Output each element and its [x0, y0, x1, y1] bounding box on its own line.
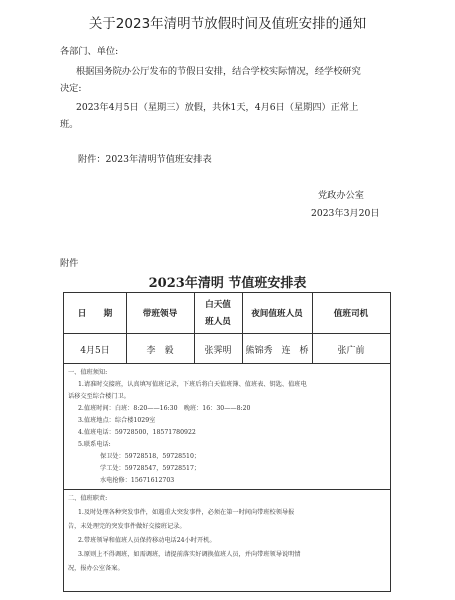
row-night-staff: 熊锦秀 连 桥: [245, 346, 309, 356]
header-night-staff: 夜间值班人员: [251, 309, 303, 319]
annex-title: 2023年清明 节值班安排表: [148, 276, 307, 291]
paragraph-1-line-1: 根据国务院办公厅发布的节假日安排，结合学校实际情况，经学校研究: [76, 66, 361, 77]
note-line: 二、值班职责:: [68, 495, 108, 502]
row-day-staff: 张霁明: [204, 346, 232, 356]
salutation: 各部门、单位:: [60, 46, 119, 57]
annex-label: 附件: [60, 258, 79, 269]
table-divider: [64, 333, 390, 334]
paragraph-2-line-2: 班。: [60, 119, 79, 130]
row-date: 4月5日: [80, 346, 110, 356]
header-day-staff-line-1: 白天值: [205, 300, 231, 310]
signer: 党政办公室: [318, 190, 364, 201]
paragraph-1-line-2: 决定:: [60, 83, 82, 94]
header-date: 日 期: [77, 309, 113, 319]
note-line: 一、值班须知:: [68, 369, 108, 376]
note-line: 4.值班电话：59728500，18571780922: [78, 429, 196, 436]
row-leader: 李 毅: [146, 346, 174, 356]
note-line: 告，未处理完的突发事件做好交接班记录。: [68, 523, 186, 530]
note-line: 3.原则上不得调班，如需调班，请提前落实好调换值班人员，并向带班领导说明情: [78, 551, 301, 558]
header-leader: 带班领导: [142, 309, 178, 319]
notice-title: 关于2023年清明节放假时间及值班安排的通知: [88, 16, 367, 32]
note-line: 1.及时处理各种突发事件，如遇重大突发事件，必须在第一时间向带班校领导报: [78, 509, 295, 516]
header-driver: 值班司机: [333, 309, 369, 319]
attachment-reference: 附件：2023年清明节值班安排表: [78, 154, 212, 165]
note-line: 保卫处：59728518，59728510；: [100, 453, 201, 460]
table-divider: [64, 363, 390, 364]
note-line: 学工处：59728547，59728517；: [100, 465, 201, 472]
note-line: 2.值班时间：白班：8:20——16:30 晚班：16：30——8:20: [78, 405, 251, 412]
note-line: 水电抢修：15671612703: [100, 477, 175, 484]
paragraph-2-line-1: 2023年4月5日（星期三）放假，共休1天，4月6日（星期四）正常上: [76, 102, 359, 113]
note-line: 3.值班地点：综合楼1029室: [78, 417, 156, 424]
note-line: 2.带班领导和值班人员保持移动电话24小时开机。: [78, 537, 216, 544]
note-line: 5.联系电话:: [78, 441, 111, 448]
note-line: 话移交至综合楼门卫。: [68, 393, 130, 400]
note-line: 1.请准时交接班，认真填写值班记录，下班后将白天值班簿、值班表、钥匙、值班电: [78, 381, 307, 388]
table-divider: [64, 489, 390, 490]
duty-table: [63, 292, 391, 592]
row-driver: 张广前: [337, 346, 365, 356]
notice-date: 2023年3月20日: [311, 208, 380, 219]
note-line: 况，报办公室备案。: [68, 565, 124, 572]
header-day-staff-line-2: 班人员: [205, 317, 231, 327]
